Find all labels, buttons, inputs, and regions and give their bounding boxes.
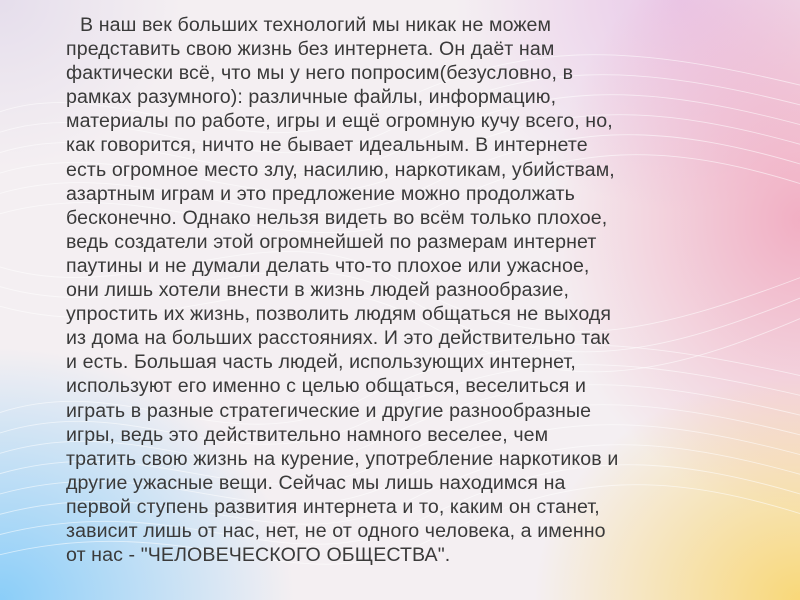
text-line: азартным играм и это предложение можно продолжать <box>66 182 575 205</box>
text-line: бесконечно. Однако нельзя видеть во всём только плохое, <box>66 206 608 229</box>
text-line: как говорится, ничто не бывает идеальным. В интернете <box>66 134 588 157</box>
text-line: другие ужасные вещи. Сейчас мы лишь находимся на <box>66 471 566 494</box>
text-line: фактически всё, что мы у него попросим(безусловно, в <box>66 62 574 85</box>
text-line: зависит лишь от нас, нет, не от одного человека, а именно <box>66 519 606 542</box>
text-line: первой ступень развития интернета и то, каким он станет, <box>66 495 600 518</box>
text-line: используют его именно с целью общаться, веселиться и <box>66 375 587 398</box>
text-line: паутины и не думали делать что-то плохое или ужасное, <box>66 254 590 277</box>
text-line: и есть. Большая часть людей, использующих интернет, <box>66 351 576 374</box>
text-line: В наш век больших технологий мы никак не можем <box>80 14 552 36</box>
text-line: представить свою жизнь без интернета. Он даёт нам <box>66 38 555 61</box>
text-line: упростить их жизнь, позволить людям общаться не выходя <box>66 303 612 326</box>
text-line: играть в разные стратегические и другие разнообразные <box>66 399 592 422</box>
text-line: из дома на больших расстояниях. И это действительно так <box>66 327 610 350</box>
text-line: материалы по работе, игры и ещё огромную кучу всего, но, <box>66 110 613 133</box>
text-line: ведь создатели этой огромнейшей по размерам интернет <box>66 230 597 253</box>
text-line: есть огромное место злу, насилию, наркотикам, убийствам, <box>66 158 615 181</box>
text-line: от нас - "ЧЕЛОВЕЧЕСКОГО ОБЩЕСТВА". <box>66 544 451 567</box>
text-line: рамках разумного): различные файлы, информацию, <box>66 86 557 109</box>
text-line: они лишь хотели внести в жизнь людей разнообразие, <box>66 279 570 302</box>
text-line: игры, ведь это действительно намного веселее, чем <box>66 423 549 446</box>
main-text-paragraph <box>66 13 756 567</box>
text-line: тратить свою жизнь на курение, употребление наркотиков и <box>66 447 619 470</box>
